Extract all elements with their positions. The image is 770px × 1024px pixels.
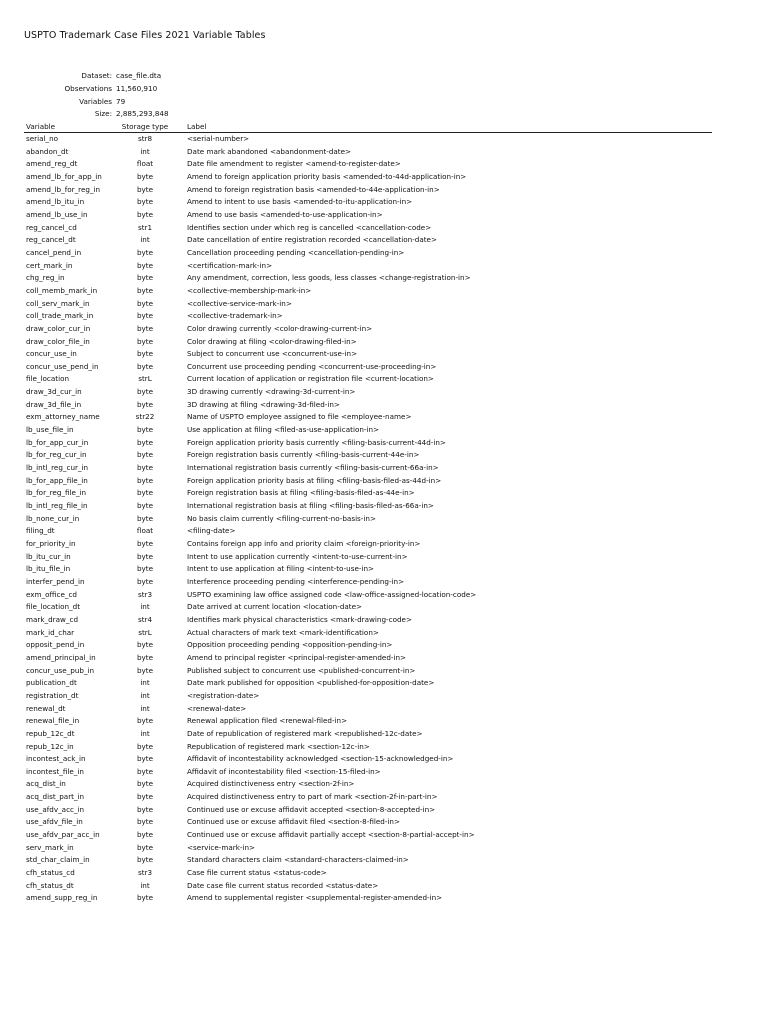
table-row [24, 158, 712, 171]
cell-variable: concur_use_pend_in [26, 361, 99, 371]
metadata-value: 2,885,293,848 [116, 109, 169, 119]
table-row [24, 475, 712, 488]
table-row [24, 816, 712, 829]
cell-storage-type: int [140, 678, 150, 688]
metadata-value: 79 [116, 96, 126, 106]
metadata-row [0, 70, 200, 83]
table-row [24, 601, 712, 614]
cell-storage-type: byte [136, 298, 154, 308]
cell-variable: cfh_status_dt [26, 880, 74, 890]
table-row [24, 753, 712, 766]
cell-variable: coll_memb_mark_in [26, 285, 98, 295]
cell-label: Color drawing currently <color-drawing-current-in> [187, 323, 373, 333]
cell-label: Amend to intent to use basis <amended-to-itu-application-in> [187, 197, 413, 207]
metadata-key: Variables [79, 96, 112, 106]
cell-variable: draw_color_cur_in [26, 323, 91, 333]
cell-storage-type: byte [136, 893, 154, 903]
table-row [24, 323, 712, 336]
cell-variable: lb_itu_file_in [26, 564, 71, 574]
cell-storage-type: byte [136, 779, 154, 789]
cell-label: Cancellation proceeding pending <cancellation-pending-in> [187, 247, 405, 257]
cell-label: Actual characters of mark text <mark-identification> [187, 627, 379, 637]
cell-variable: cancel_pend_in [26, 247, 82, 257]
cell-storage-type: byte [136, 209, 154, 219]
cell-variable: lb_itu_cur_in [26, 551, 71, 561]
table-row [24, 778, 712, 791]
cell-variable: opposit_pend_in [26, 640, 85, 650]
header-storage-type: Storage type [121, 122, 169, 131]
cell-variable: lb_for_reg_cur_in [26, 450, 87, 460]
cell-storage-type: byte [136, 539, 154, 548]
cell-label: Republication of registered mark <section-12c-in> [187, 741, 370, 751]
cell-storage-type: int [140, 880, 150, 890]
cell-label: No basis claim currently <filing-current-no-basis-in> [187, 513, 376, 523]
cell-storage-type: byte [136, 551, 154, 561]
table-row [24, 677, 712, 690]
table-row [24, 386, 712, 399]
cell-storage-type: str3 [137, 589, 153, 599]
cell-variable: amend_lb_for_app_in [26, 171, 102, 181]
variable-table [24, 121, 712, 905]
cell-storage-type: byte [136, 640, 154, 650]
cell-variable: draw_3d_file_in [26, 399, 82, 409]
table-row [24, 437, 712, 450]
cell-label: Opposition proceeding pending <opposition-pending-in> [187, 640, 393, 650]
cell-variable: lb_for_reg_file_in [26, 488, 87, 498]
cell-label: <collective-trademark-in> [187, 311, 283, 321]
cell-variable: cfh_status_cd [26, 868, 75, 878]
table-row [24, 487, 712, 500]
cell-variable: lb_for_app_file_in [26, 475, 88, 485]
cell-storage-type: byte [136, 171, 154, 181]
cell-storage-type: strL [138, 374, 152, 384]
cell-variable: reg_cancel_cd [26, 222, 77, 232]
cell-label: Intent to use application at filing <intent-to-use-in> [187, 564, 375, 574]
cell-label: Amend to use basis <amended-to-use-application-in> [187, 209, 383, 219]
cell-label: Standard characters claim <standard-characters-claimed-in> [187, 855, 409, 865]
cell-label: Contains foreign app info and priority claim <foreign-priority-in> [187, 539, 421, 548]
table-row [24, 703, 712, 716]
metadata-key: Dataset: [81, 71, 112, 80]
metadata-value: 11,560,910 [116, 83, 158, 93]
cell-storage-type: str8 [137, 134, 153, 143]
dataset-metadata [0, 70, 200, 121]
table-row [24, 222, 712, 235]
cell-label: Continued use or excuse affidavit partially accept <section-8-partial-accept-in> [187, 830, 475, 840]
cell-storage-type: byte [136, 336, 154, 346]
header-variable: Variable [26, 122, 56, 131]
table-row [24, 272, 712, 285]
cell-label: Identifies section under which reg is cancelled <cancellation-code> [187, 222, 432, 232]
table-row [24, 576, 712, 589]
cell-label: Subject to concurrent use <concurrent-use-in> [187, 349, 358, 359]
table-row [24, 234, 712, 247]
cell-variable: coll_serv_mark_in [26, 298, 90, 308]
cell-storage-type: byte [136, 741, 154, 751]
table-row [24, 892, 712, 905]
table-row [24, 551, 712, 564]
cell-variable: concur_use_in [26, 349, 77, 359]
table-row [24, 260, 712, 273]
cell-storage-type: str22 [135, 412, 155, 422]
cell-label: Date cancellation of entire registration recorded <cancellation-date> [187, 235, 437, 245]
cell-variable: acq_dist_in [26, 779, 66, 789]
cell-label: <renewal-date> [187, 703, 247, 713]
table-row [24, 867, 712, 880]
cell-variable: exm_attorney_name [26, 412, 100, 422]
cell-label: International registration basis at filing <filing-basis-filed-as-66a-in> [187, 501, 434, 511]
cell-variable: incontest_file_in [26, 766, 84, 776]
table-row [24, 373, 712, 386]
cell-label: Foreign registration basis currently <filing-basis-current-44e-in> [187, 450, 420, 460]
table-row [24, 741, 712, 754]
cell-storage-type: byte [136, 247, 154, 257]
cell-storage-type: str4 [137, 614, 153, 624]
cell-label: Any amendment, correction, less goods, less classes <change-registration-in> [187, 273, 471, 283]
cell-label: Interference proceeding pending <interference-pending-in> [187, 576, 405, 586]
table-row [24, 854, 712, 867]
table-row [24, 133, 712, 146]
cell-storage-type: byte [136, 716, 154, 726]
table-row [24, 424, 712, 437]
cell-storage-type: int [140, 146, 150, 156]
cell-variable: lb_use_file_in [26, 425, 74, 435]
header-label: Label [187, 122, 207, 131]
cell-storage-type: int [140, 690, 150, 700]
cell-storage-type: byte [136, 311, 154, 321]
cell-label: Foreign application priority basis currently <filing-basis-current-44d-in> [187, 437, 446, 447]
cell-label: International registration basis currently <filing-basis-current-66a-in> [187, 463, 439, 473]
cell-variable: publication_dt [26, 678, 77, 688]
table-body [24, 133, 712, 905]
cell-variable: mark_id_char [26, 627, 75, 637]
table-row [24, 513, 712, 526]
cell-label: Continued use or excuse affidavit accepted <section-8-accepted-in> [187, 804, 436, 814]
cell-storage-type: byte [136, 437, 154, 447]
cell-label: Acquired distinctiveness entry to part of mark <section-2f-in-part-in> [187, 792, 438, 802]
cell-variable: coll_trade_mark_in [26, 311, 94, 321]
cell-label: <certification-mark-in> [187, 260, 273, 270]
metadata-row [0, 108, 200, 121]
cell-storage-type: int [140, 728, 150, 738]
metadata-row [0, 83, 200, 96]
cell-variable: abandon_dt [26, 146, 69, 156]
cell-label: <collective-membership-mark-in> [187, 285, 312, 295]
cell-variable: serv_mark_in [26, 842, 74, 852]
cell-label: Concurrent use proceeding pending <concurrent-use-proceeding-in> [187, 361, 437, 371]
cell-label: Date case file current status recorded <status-date> [187, 880, 379, 890]
table-row [24, 804, 712, 817]
cell-variable: renewal_dt [26, 703, 66, 713]
table-row [24, 310, 712, 323]
cell-storage-type: byte [136, 842, 154, 852]
cell-variable: amend_lb_use_in [26, 209, 88, 219]
cell-storage-type: byte [136, 501, 154, 511]
cell-variable: file_location_dt [26, 602, 81, 612]
cell-storage-type: byte [136, 817, 154, 827]
cell-variable: renewal_file_in [26, 716, 80, 726]
cell-variable: chg_reg_in [26, 273, 65, 283]
table-row [24, 791, 712, 804]
cell-label: 3D drawing currently <drawing-3d-current-in> [187, 387, 356, 397]
cell-storage-type: byte [136, 564, 154, 574]
cell-label: Color drawing at filing <color-drawing-filed-in> [187, 336, 357, 346]
cell-label: Intent to use application currently <intent-to-use-current-in> [187, 551, 408, 561]
table-row [24, 171, 712, 184]
cell-variable: draw_color_file_in [26, 336, 90, 346]
table-row [24, 285, 712, 298]
cell-storage-type: byte [136, 349, 154, 359]
cell-variable: file_location [26, 374, 70, 384]
cell-storage-type: byte [136, 197, 154, 207]
cell-variable: exm_office_cd [26, 589, 77, 599]
cell-label: Date of republication of registered mark <republished-12c-date> [187, 728, 423, 738]
cell-storage-type: byte [136, 260, 154, 270]
cell-storage-type: byte [136, 450, 154, 460]
cell-storage-type: byte [136, 830, 154, 840]
cell-storage-type: float [136, 526, 154, 536]
cell-variable: registration_dt [26, 690, 79, 700]
cell-label: Use application at filing <filed-as-use-application-in> [187, 425, 380, 435]
cell-variable: amend_reg_dt [26, 159, 78, 169]
table-row [24, 728, 712, 741]
cell-storage-type: byte [136, 475, 154, 485]
table-row [24, 614, 712, 627]
cell-variable: lb_for_app_cur_in [26, 437, 89, 447]
cell-variable: repub_12c_in [26, 741, 74, 751]
cell-variable: interfer_pend_in [26, 576, 85, 586]
cell-storage-type: byte [136, 425, 154, 435]
cell-storage-type: float [136, 159, 154, 169]
cell-label: 3D drawing at filing <drawing-3d-filed-in> [187, 399, 340, 409]
cell-variable: use_afdv_file_in [26, 817, 83, 827]
cell-label: Acquired distinctiveness entry <section-2f-in> [187, 779, 355, 789]
cell-label: USPTO examining law office assigned code <law-office-assigned-location-code> [187, 589, 477, 599]
table-row [24, 766, 712, 779]
cell-label: Foreign application priority basis at filing <filing-basis-filed-as-44d-in> [187, 475, 442, 485]
cell-variable: amend_lb_itu_in [26, 197, 85, 207]
cell-variable: acq_dist_part_in [26, 792, 85, 802]
cell-label: Date mark abandoned <abandonment-date> [187, 146, 352, 156]
cell-variable: for_priority_in [26, 539, 76, 548]
cell-storage-type: str1 [137, 222, 153, 232]
cell-storage-type: strL [138, 627, 152, 637]
cell-storage-type: byte [136, 513, 154, 523]
cell-label: Date mark published for opposition <published-for-opposition-date> [187, 678, 435, 688]
cell-variable: draw_3d_cur_in [26, 387, 82, 397]
cell-label: Date file amendment to register <amend-to-register-date> [187, 159, 401, 169]
cell-label: Affidavit of incontestability acknowledged <section-15-acknowledged-in> [187, 754, 454, 764]
table-row [24, 348, 712, 361]
cell-variable: lb_intl_reg_cur_in [26, 463, 89, 473]
cell-label: Foreign registration basis at filing <filing-basis-filed-as-44e-in> [187, 488, 415, 498]
cell-label: Name of USPTO employee assigned to file <employee-name> [187, 412, 412, 422]
metadata-row [0, 96, 200, 109]
table-header [24, 121, 712, 133]
table-row [24, 500, 712, 513]
cell-variable: concur_use_pub_in [26, 665, 95, 675]
cell-label: Amend to foreign registration basis <amended-to-44e-application-in> [187, 184, 440, 194]
cell-storage-type: byte [136, 665, 154, 675]
cell-storage-type: byte [136, 463, 154, 473]
cell-label: Renewal application filed <renewal-filed-in> [187, 716, 348, 726]
cell-storage-type: byte [136, 855, 154, 865]
metadata-key: Observations [64, 83, 112, 93]
cell-variable: serial_no [26, 134, 59, 143]
table-row [24, 196, 712, 209]
table-row [24, 627, 712, 640]
cell-variable: std_char_claim_in [26, 855, 90, 865]
cell-storage-type: byte [136, 273, 154, 283]
table-row [24, 399, 712, 412]
cell-label: Amend to foreign application priority basis <amended-to-44d-application-in> [187, 171, 467, 181]
table-row [24, 563, 712, 576]
cell-label: Amend to principal register <principal-register-amended-in> [187, 652, 407, 662]
table-row [24, 665, 712, 678]
cell-variable: amend_supp_reg_in [26, 893, 98, 903]
table-row [24, 449, 712, 462]
cell-variable: lb_none_cur_in [26, 513, 80, 523]
table-row [24, 715, 712, 728]
cell-label: Continued use or excuse affidavit filed <section-8-filed-in> [187, 817, 401, 827]
cell-variable: mark_draw_cd [26, 614, 79, 624]
cell-label: Case file current status <status-code> [187, 868, 327, 878]
cell-variable: cert_mark_in [26, 260, 73, 270]
cell-label: Amend to supplemental register <supplemental-register-amended-in> [187, 893, 443, 903]
cell-storage-type: int [140, 703, 150, 713]
cell-storage-type: byte [136, 766, 154, 776]
cell-variable: filing_dt [26, 526, 55, 536]
cell-storage-type: byte [136, 488, 154, 498]
cell-variable: use_afdv_par_acc_in [26, 830, 100, 840]
cell-variable: amend_principal_in [26, 652, 96, 662]
table-row [24, 462, 712, 475]
cell-storage-type: byte [136, 285, 154, 295]
cell-variable: incontest_ack_in [26, 754, 86, 764]
table-row [24, 829, 712, 842]
cell-label: <filing-date> [187, 526, 236, 536]
cell-label: <collective-service-mark-in> [187, 298, 292, 308]
table-row [24, 298, 712, 311]
cell-storage-type: byte [136, 323, 154, 333]
cell-variable: repub_12c_dt [26, 728, 75, 738]
cell-label: <serial-number> [187, 134, 250, 143]
table-row [24, 525, 712, 538]
cell-storage-type: byte [136, 754, 154, 764]
cell-storage-type: byte [136, 652, 154, 662]
table-row [24, 184, 712, 197]
cell-storage-type: byte [136, 184, 154, 194]
cell-storage-type: byte [136, 576, 154, 586]
table-row [24, 411, 712, 424]
table-row [24, 639, 712, 652]
cell-variable: use_afdv_acc_in [26, 804, 85, 814]
cell-storage-type: byte [136, 804, 154, 814]
cell-label: Identifies mark physical characteristics <mark-drawing-code> [187, 614, 412, 624]
table-row [24, 146, 712, 159]
cell-label: Current location of application or registration file <current-location> [187, 374, 434, 384]
table-row [24, 247, 712, 260]
cell-storage-type: int [140, 602, 150, 612]
metadata-key: Size: [94, 109, 112, 119]
table-row [24, 880, 712, 893]
cell-storage-type: byte [136, 399, 154, 409]
cell-storage-type: str3 [137, 868, 153, 878]
cell-storage-type: byte [136, 361, 154, 371]
table-row [24, 589, 712, 602]
cell-variable: lb_intl_reg_file_in [26, 501, 88, 511]
cell-label: Published subject to concurrent use <published-concurrent-in> [187, 665, 416, 675]
cell-variable: reg_cancel_dt [26, 235, 76, 245]
table-row [24, 361, 712, 374]
cell-storage-type: int [140, 235, 150, 245]
cell-label: <service-mark-in> [187, 842, 256, 852]
cell-label: Affidavit of incontestability filed <section-15-filed-in> [187, 766, 381, 776]
cell-storage-type: byte [136, 792, 154, 802]
table-row [24, 538, 712, 551]
cell-storage-type: byte [136, 387, 154, 397]
table-row [24, 842, 712, 855]
cell-label: Date arrived at current location <location-date> [187, 602, 363, 612]
table-row [24, 209, 712, 222]
table-row [24, 336, 712, 349]
cell-label: <registration-date> [187, 690, 260, 700]
metadata-value: case_file.dta [116, 71, 162, 80]
document-title: USPTO Trademark Case Files 2021 Variable Tables [24, 30, 266, 41]
cell-variable: amend_lb_for_reg_in [26, 184, 101, 194]
table-row [24, 652, 712, 665]
table-row [24, 690, 712, 703]
